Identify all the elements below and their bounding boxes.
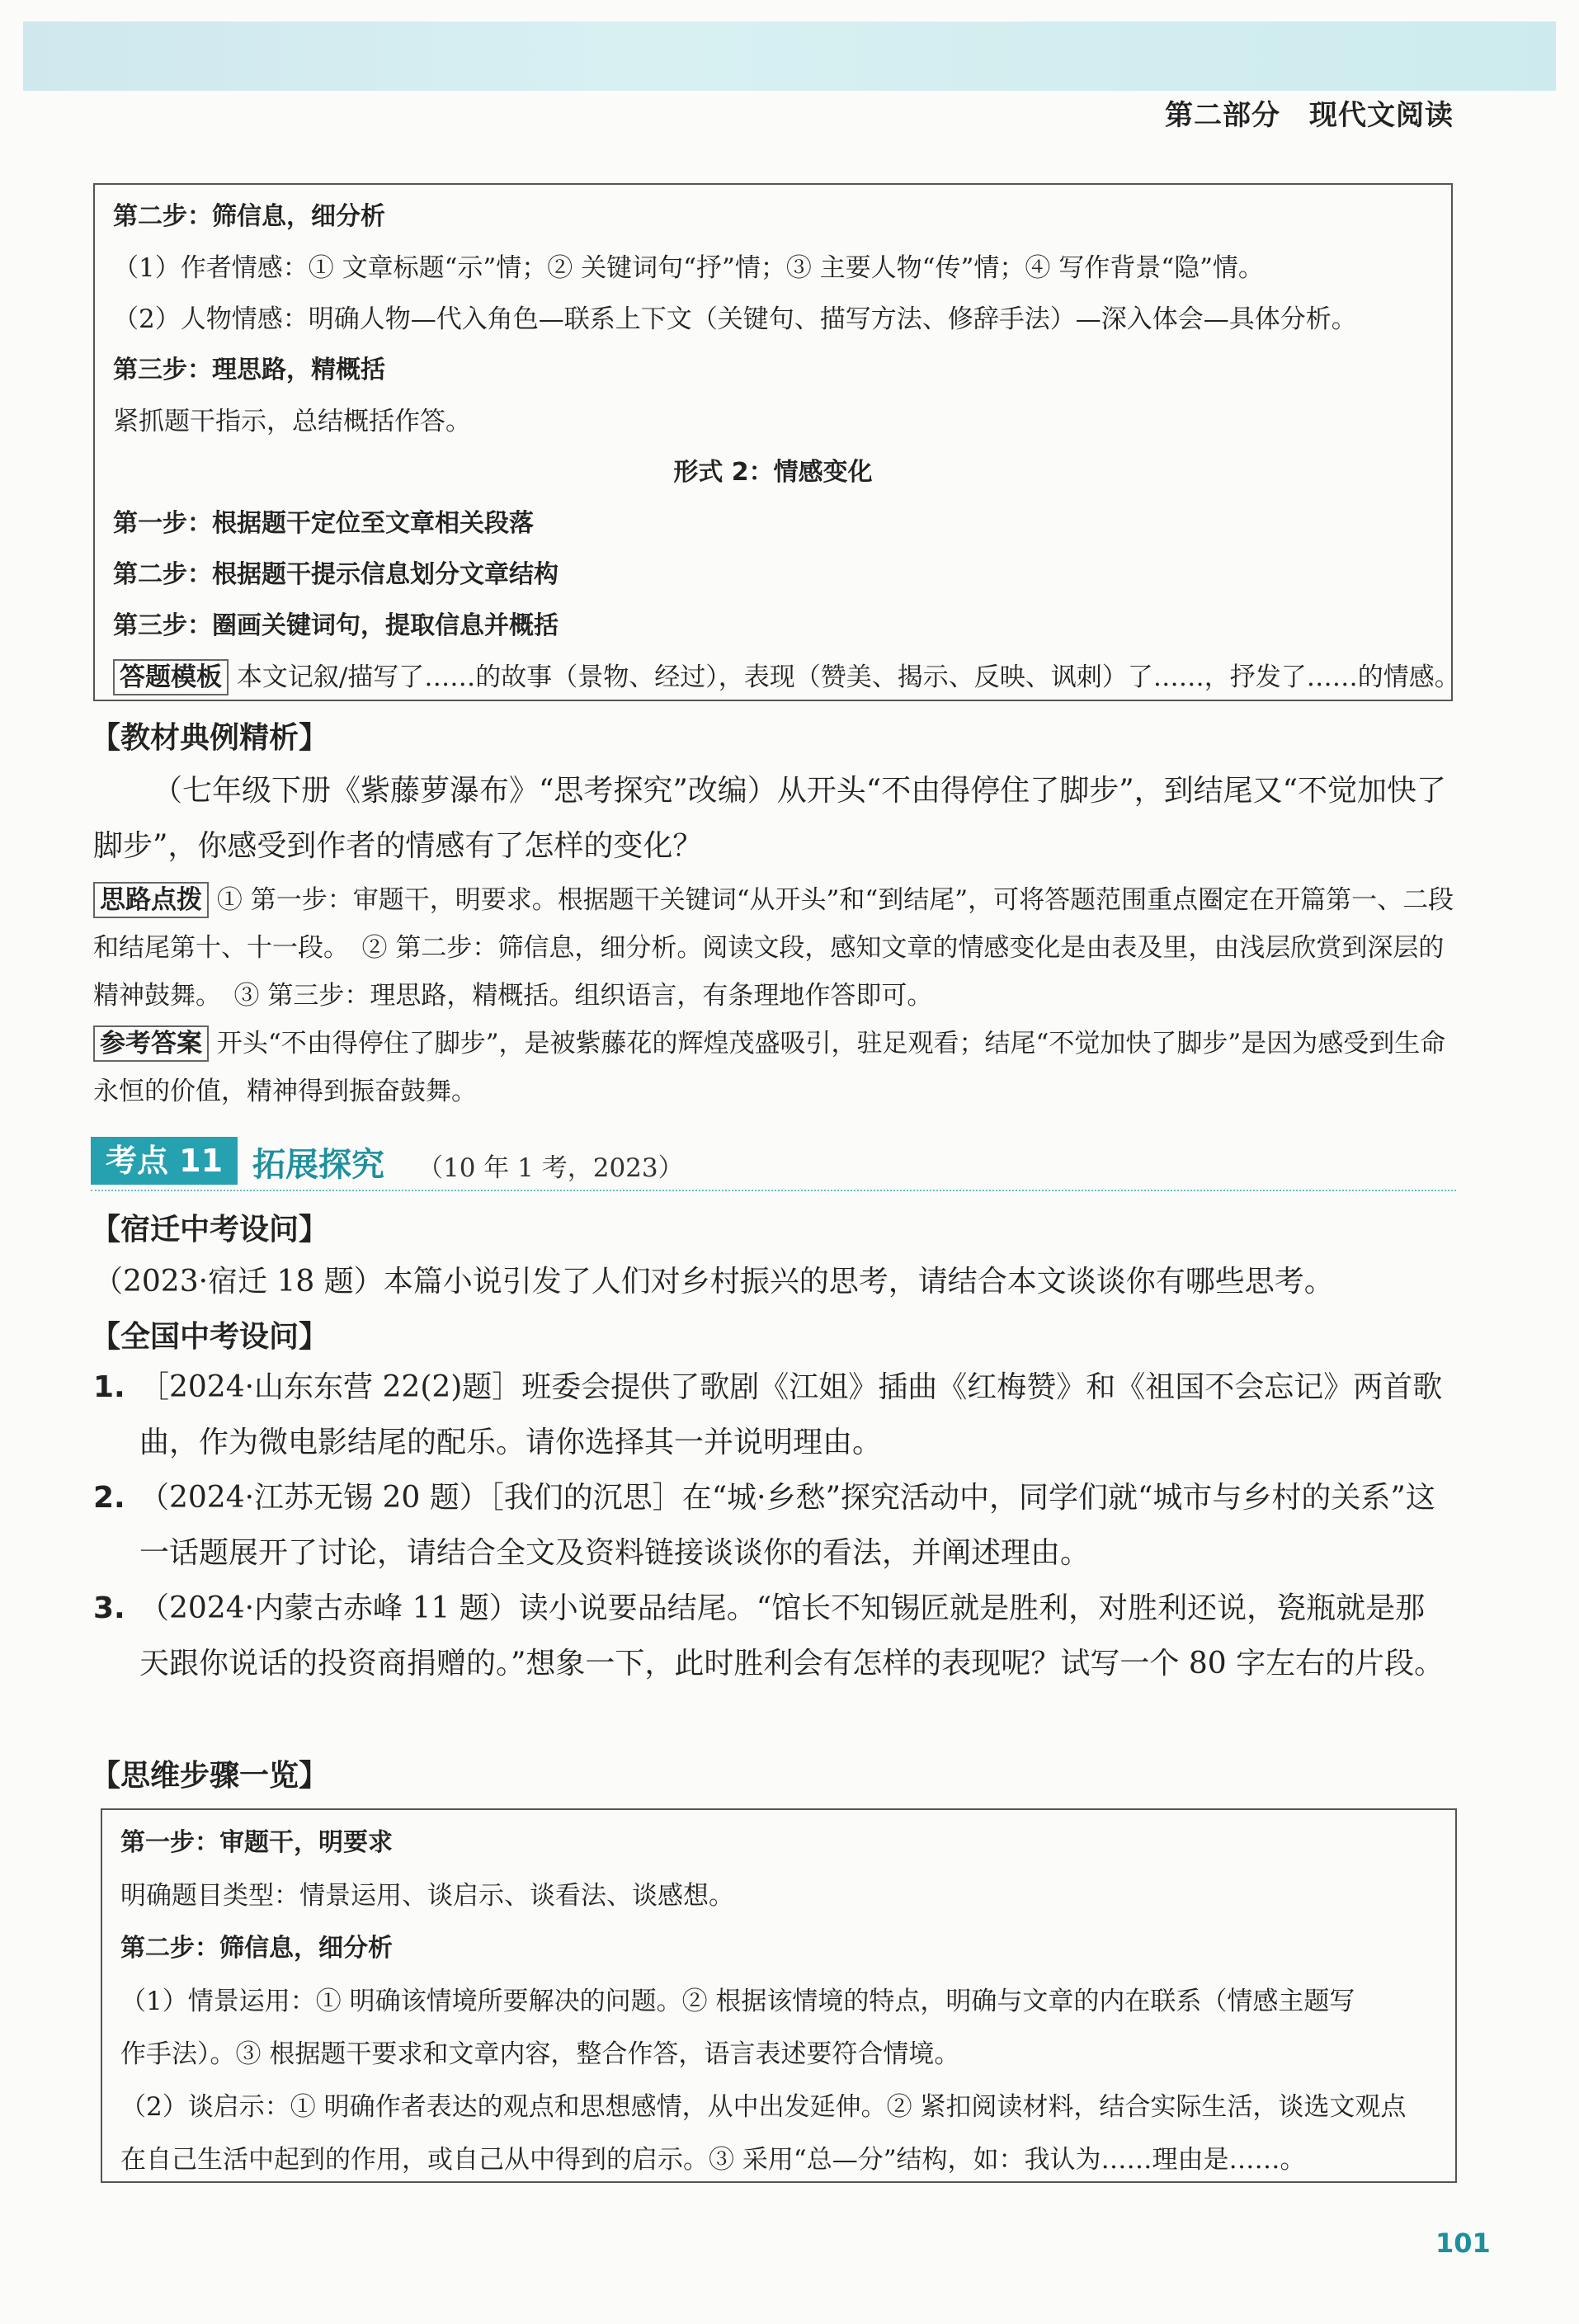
kaodian-title: 拓展探究 (252, 1146, 384, 1184)
answer-block (93, 1020, 1454, 1115)
question-text: （2024·江苏无锡 20 题）［我们的沉思］在“城·乡愁”探究活动中，同学们就“城市与乡村的关系”这一话题展开了讨论，请结合全文及资料链接谈谈你的看法，并阐述理由。 (139, 1481, 1435, 1570)
question-number: 2. (93, 1481, 125, 1515)
text-line: 作手法）。③ 根据题干要求和文章内容，整合作答，语言表述要符合情境。 (120, 2039, 960, 2069)
form-subtitle: 形式 2：情感变化 (673, 458, 873, 487)
text-line: 明确题目类型：情景运用、谈启示、谈看法、谈感想。 (120, 1881, 734, 1911)
method-box-2 (101, 1808, 1457, 2183)
analysis-block (93, 876, 1454, 1020)
list-item (93, 1360, 1454, 1470)
kaodian-meta: （10 年 1 考，2023） (417, 1153, 684, 1183)
kaodian-header (91, 1137, 1456, 1186)
list-item (93, 1470, 1454, 1581)
analysis-text: ① 第一步：审题干，明要求。根据题干关键词“从开头”和“到结尾”，可将答题范围重点圈定在开篇第一、二段和结尾第十、十一段。 ② 第二步：筛信息，细分析。阅读文段，感知文章的情感变化是由表及里，由浅层欣赏到深层的精神鼓舞。 ③ 第三步：理思路，精概括。组织语言，有条理地作答即可。 (93, 885, 1454, 1011)
question-text: ［2024·山东东营 22(2)题］班委会提供了歌剧《江姐》插曲《红梅赞》和《祖国不会忘记》两首歌曲，作为微电影结尾的配乐。请你选择其一并说明理由。 (139, 1370, 1443, 1459)
question-number: 1. (93, 1370, 125, 1404)
text-line: （1）作者情感：① 文章标题“示”情；② 关键词句“抒”情；③ 主要人物“传”情；④ 写作背景“隐”情。 (113, 253, 1264, 283)
text-line: （2）人物情感：明确人物—代入角色—联系上下文（关键句、描写方法、修辞手法）—深入体会—具体分析。 (113, 304, 1357, 334)
answer-tag: 参考答案 (93, 1025, 209, 1062)
step-line: 第一步：根据题干定位至文章相关段落 (113, 509, 534, 538)
step-line: 第一步：审题干，明要求 (120, 1828, 393, 1857)
header-band (23, 21, 1556, 91)
template-text: 本文记叙/描写了……的故事（景物、经过），表现（赞美、揭示、反映、讽刺）了……，抒发了……的情感。 (236, 662, 1460, 692)
template-line (113, 652, 1460, 703)
textbook-question: （七年级下册《紫藤萝瀑布》“思考探究”改编）从开头“不由得停住了脚步”，到结尾又“不觉加快了脚步”，你感受到作者的情感有了怎样的变化？ (93, 774, 1447, 863)
step-line: 第二步：根据题干提示信息划分文章结构 (113, 560, 559, 589)
template-tag: 答题模板 (113, 659, 229, 695)
section-title: 第二部分 现代文阅读 (1165, 99, 1454, 132)
question-number: 3. (93, 1591, 125, 1625)
question-text: （2024·内蒙古赤峰 11 题）读小说要品结尾。“馆长不知锡匠就是胜利，对胜利还说，瓷瓶就是那天跟你说话的投资商捐赠的。”想象一下，此时胜利会有怎样的表现呢？试写一个 80 字左右的片段。 (139, 1591, 1445, 1681)
step-line: 第三步：理思路，精概括 (113, 356, 385, 384)
answer-text: 开头“不由得停住了脚步”，是被紫藤花的辉煌茂盛吸引，驻足观看；结尾“不觉加快了脚步”是因为感受到生命永恒的价值，精神得到振奋鼓舞。 (93, 1029, 1446, 1106)
national-heading: 【全国中考设问】 (91, 1320, 329, 1354)
text-line: （1）情景运用：① 明确该情境所要解决的问题。② 根据该情境的特点，明确与文章的内在联系（情感主题写 (120, 1987, 1355, 2016)
textbook-heading: 【教材典例精析】 (91, 721, 329, 755)
suqian-heading: 【宿迁中考设问】 (91, 1213, 329, 1247)
step-line: 第三步：圈画关键词句，提取信息并概括 (113, 611, 559, 640)
method-box-1 (93, 183, 1460, 701)
step-line: 第二步：筛信息，细分析 (120, 1934, 393, 1963)
list-item (93, 1581, 1454, 1691)
page-number: 101 (1435, 2227, 1491, 2259)
text-line: （2）谈启示：① 明确作者表达的观点和思想感情，从中出发延伸。② 紧扣阅读材料，结合实际生活，谈选文观点 (120, 2092, 1407, 2122)
kaodian-badge: 考点 11 (91, 1137, 238, 1185)
national-question-list (93, 1360, 1454, 1691)
steps-heading: 【思维步骤一览】 (91, 1759, 329, 1793)
step-line: 第二步：筛信息，细分析 (113, 202, 385, 231)
analysis-tag: 思路点拨 (93, 882, 209, 918)
text-line: 在自己生活中起到的作用，或自己从中得到的启示。③ 采用“总—分”结构，如：我认为……理由是……。 (120, 2145, 1306, 2175)
suqian-question: （2023·宿迁 18 题）本篇小说引发了人们对乡村振兴的思考，请结合本文谈谈你有哪些思考。 (93, 1265, 1334, 1299)
text-line: 紧抓题干指示，总结概括作答。 (113, 407, 471, 436)
divider (91, 1190, 1456, 1191)
